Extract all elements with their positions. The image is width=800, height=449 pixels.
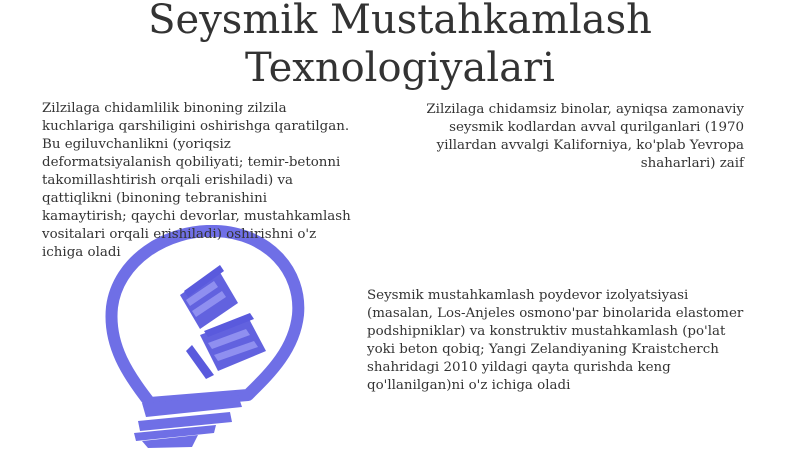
slide-title bbox=[0, 0, 800, 92]
slide-title-line-1: Seysmik Mustahkamlash bbox=[148, 0, 652, 43]
slide-title-line-2: Texnologiyalari bbox=[245, 45, 555, 91]
paragraph-retrofitting: Seysmik mustahkamlash poydevor izolyatsiyasi (masalan, Los-Anjeles osmono'par binolarida elastomer podshipniklar) va konstruktiv mustahkamlash (po'lat yoki beton qobiq; Yangi Zelandiyaning Kraistcherch shahridagi 2010 yildagi qayta qurishda keng qo'llanilgan)ni o'z ichiga oladi bbox=[367, 288, 744, 393]
paragraph-vulnerable-buildings: Zilzilaga chidamsiz binolar, ayniqsa zamonaviy seysmik kodlardan avval qurilganlari (1970 yillardan avvalgi Kaliforniya, ko'plab Yevropa shaharlari) zaif bbox=[426, 102, 744, 171]
paragraph-seismic-resistance: Zilzilaga chidamlilik binoning zilzila kuchlariga qarshiligini oshirishga qaratilgan. Bu egiluvchanlikni (yoriqsiz deformatsiyalanish qobiliyati; temir-betonni takomillashtirish orqali erishiladi) va qattiqlikni (binoning tebranishini kamaytirish; qaychi devorlar, mustahkamlash vositalari orqali erishiladi) oshirishni o'z ichiga oladi bbox=[42, 101, 351, 260]
